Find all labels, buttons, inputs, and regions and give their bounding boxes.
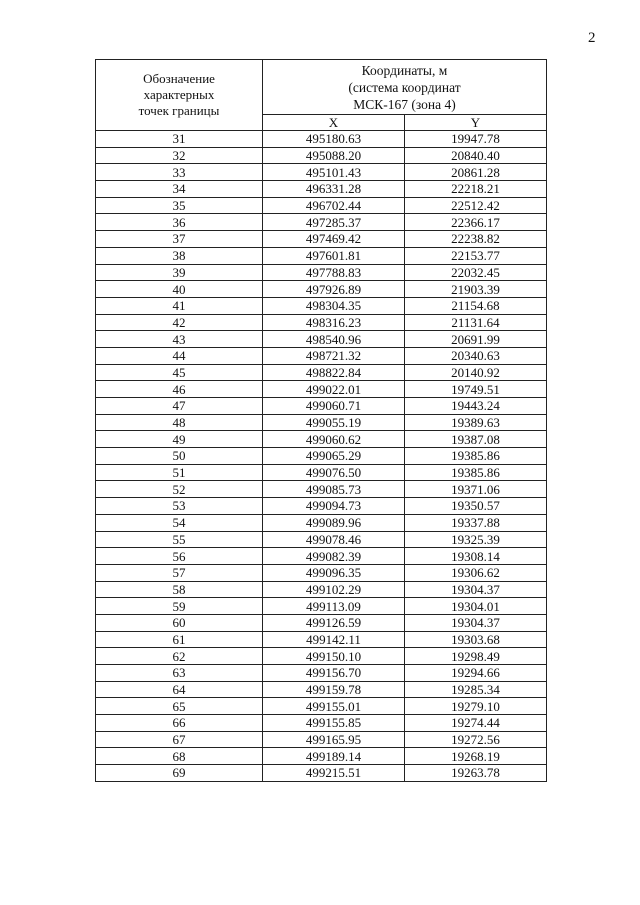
table-row bbox=[96, 231, 547, 248]
point-number-cell: 57 bbox=[96, 564, 263, 581]
x-column-header: X bbox=[263, 115, 405, 131]
point-number-cell: 60 bbox=[96, 614, 263, 631]
table-row bbox=[96, 181, 547, 198]
y-coordinate-cell: 19285.34 bbox=[405, 681, 547, 698]
page-number: 2 bbox=[588, 30, 596, 46]
point-number-cell: 54 bbox=[96, 514, 263, 531]
point-number-cell: 58 bbox=[96, 581, 263, 598]
x-coordinate-cell: 496331.28 bbox=[263, 181, 405, 198]
point-number-cell: 63 bbox=[96, 665, 263, 682]
y-coordinate-cell: 22512.42 bbox=[405, 197, 547, 214]
y-coordinate-cell: 19303.68 bbox=[405, 631, 547, 648]
point-number-cell: 36 bbox=[96, 214, 263, 231]
x-coordinate-cell: 499159.78 bbox=[263, 681, 405, 698]
x-coordinate-cell: 497469.42 bbox=[263, 231, 405, 248]
table-row bbox=[96, 197, 547, 214]
y-coordinate-cell: 19304.37 bbox=[405, 614, 547, 631]
y-coordinate-cell: 19304.01 bbox=[405, 598, 547, 615]
table-row bbox=[96, 214, 547, 231]
x-coordinate-cell: 498822.84 bbox=[263, 364, 405, 381]
y-coordinate-cell: 19306.62 bbox=[405, 564, 547, 581]
point-number-cell: 38 bbox=[96, 247, 263, 264]
point-number-cell: 45 bbox=[96, 364, 263, 381]
x-coordinate-cell: 499155.85 bbox=[263, 715, 405, 732]
x-coordinate-cell: 497285.37 bbox=[263, 214, 405, 231]
point-number-cell: 37 bbox=[96, 231, 263, 248]
point-number-cell: 31 bbox=[96, 131, 263, 148]
table-row bbox=[96, 398, 547, 415]
y-coordinate-cell: 19947.78 bbox=[405, 131, 547, 148]
x-coordinate-cell: 499150.10 bbox=[263, 648, 405, 665]
point-number-cell: 34 bbox=[96, 181, 263, 198]
x-coordinate-cell: 499126.59 bbox=[263, 614, 405, 631]
table-row bbox=[96, 614, 547, 631]
y-coordinate-cell: 20340.63 bbox=[405, 347, 547, 364]
x-coordinate-cell: 498540.96 bbox=[263, 331, 405, 348]
table-row bbox=[96, 147, 547, 164]
y-coordinate-cell: 21903.39 bbox=[405, 281, 547, 298]
y-coordinate-cell: 19337.88 bbox=[405, 514, 547, 531]
table-row bbox=[96, 131, 547, 148]
y-coordinate-cell: 19268.19 bbox=[405, 748, 547, 765]
coordinates-title-line: МСК-167 (зона 4) bbox=[353, 96, 456, 112]
point-number-cell: 51 bbox=[96, 464, 263, 481]
point-number-cell: 55 bbox=[96, 531, 263, 548]
x-coordinate-cell: 495088.20 bbox=[263, 147, 405, 164]
y-coordinate-cell: 19263.78 bbox=[405, 765, 547, 782]
y-coordinate-cell: 19272.56 bbox=[405, 731, 547, 748]
point-number-cell: 53 bbox=[96, 498, 263, 515]
x-coordinate-cell: 497926.89 bbox=[263, 281, 405, 298]
y-coordinate-cell: 22238.82 bbox=[405, 231, 547, 248]
table-row bbox=[96, 498, 547, 515]
x-coordinate-cell: 498304.35 bbox=[263, 297, 405, 314]
y-coordinate-cell: 19294.66 bbox=[405, 665, 547, 682]
x-coordinate-cell: 499165.95 bbox=[263, 731, 405, 748]
table-row bbox=[96, 748, 547, 765]
point-number-cell: 44 bbox=[96, 347, 263, 364]
x-coordinate-cell: 497601.81 bbox=[263, 247, 405, 264]
point-number-cell: 32 bbox=[96, 147, 263, 164]
point-number-cell: 61 bbox=[96, 631, 263, 648]
table-row bbox=[96, 464, 547, 481]
y-coordinate-cell: 22218.21 bbox=[405, 181, 547, 198]
y-coordinate-cell: 19387.08 bbox=[405, 431, 547, 448]
point-number-cell: 69 bbox=[96, 765, 263, 782]
table-row bbox=[96, 698, 547, 715]
x-coordinate-cell: 499094.73 bbox=[263, 498, 405, 515]
point-number-cell: 65 bbox=[96, 698, 263, 715]
y-coordinate-cell: 20140.92 bbox=[405, 364, 547, 381]
table-row bbox=[96, 598, 547, 615]
table-row bbox=[96, 414, 547, 431]
point-number-cell: 67 bbox=[96, 731, 263, 748]
point-number-cell: 66 bbox=[96, 715, 263, 732]
point-number-cell: 46 bbox=[96, 381, 263, 398]
table-row bbox=[96, 431, 547, 448]
y-coordinate-cell: 19443.24 bbox=[405, 398, 547, 415]
point-number-cell: 35 bbox=[96, 197, 263, 214]
y-coordinate-cell: 22366.17 bbox=[405, 214, 547, 231]
x-coordinate-cell: 499065.29 bbox=[263, 448, 405, 465]
x-coordinate-cell: 499155.01 bbox=[263, 698, 405, 715]
y-coordinate-cell: 19385.86 bbox=[405, 448, 547, 465]
y-coordinate-cell: 19279.10 bbox=[405, 698, 547, 715]
table-row bbox=[96, 514, 547, 531]
y-coordinate-cell: 19304.37 bbox=[405, 581, 547, 598]
point-label-line: Обозначение bbox=[143, 71, 215, 86]
x-coordinate-cell: 498721.32 bbox=[263, 347, 405, 364]
point-number-cell: 40 bbox=[96, 281, 263, 298]
x-coordinate-cell: 499096.35 bbox=[263, 564, 405, 581]
x-coordinate-cell: 499189.14 bbox=[263, 748, 405, 765]
y-coordinate-cell: 19350.57 bbox=[405, 498, 547, 515]
x-coordinate-cell: 499082.39 bbox=[263, 548, 405, 565]
y-coordinate-cell: 19385.86 bbox=[405, 464, 547, 481]
coordinates-title-line: Координаты, м bbox=[361, 62, 448, 78]
point-number-cell: 50 bbox=[96, 448, 263, 465]
point-number-cell: 62 bbox=[96, 648, 263, 665]
table-row bbox=[96, 648, 547, 665]
x-coordinate-cell: 499085.73 bbox=[263, 481, 405, 498]
table-row bbox=[96, 247, 547, 264]
table-row bbox=[96, 548, 547, 565]
x-coordinate-cell: 499055.19 bbox=[263, 414, 405, 431]
table-row bbox=[96, 715, 547, 732]
coordinates-table bbox=[95, 59, 547, 782]
x-coordinate-cell: 495101.43 bbox=[263, 164, 405, 181]
table-row bbox=[96, 731, 547, 748]
x-coordinate-cell: 499156.70 bbox=[263, 665, 405, 682]
y-coordinate-cell: 19308.14 bbox=[405, 548, 547, 565]
table-row bbox=[96, 297, 547, 314]
point-number-cell: 68 bbox=[96, 748, 263, 765]
x-coordinate-cell: 499060.62 bbox=[263, 431, 405, 448]
point-number-cell: 64 bbox=[96, 681, 263, 698]
y-coordinate-cell: 21131.64 bbox=[405, 314, 547, 331]
point-number-cell: 43 bbox=[96, 331, 263, 348]
table-row bbox=[96, 331, 547, 348]
point-number-cell: 59 bbox=[96, 598, 263, 615]
x-coordinate-cell: 499089.96 bbox=[263, 514, 405, 531]
table-row bbox=[96, 347, 547, 364]
table-row bbox=[96, 665, 547, 682]
table-header-row bbox=[96, 60, 547, 115]
table-row bbox=[96, 631, 547, 648]
point-label-line: точек границы bbox=[138, 103, 220, 118]
y-coordinate-cell: 19298.49 bbox=[405, 648, 547, 665]
y-coordinate-cell: 20691.99 bbox=[405, 331, 547, 348]
point-number-cell: 52 bbox=[96, 481, 263, 498]
point-number-cell: 33 bbox=[96, 164, 263, 181]
y-coordinate-cell: 19274.44 bbox=[405, 715, 547, 732]
x-coordinate-cell: 499113.09 bbox=[263, 598, 405, 615]
table-row bbox=[96, 765, 547, 782]
y-coordinate-cell: 19389.63 bbox=[405, 414, 547, 431]
y-coordinate-cell: 22153.77 bbox=[405, 247, 547, 264]
x-coordinate-cell: 496702.44 bbox=[263, 197, 405, 214]
x-coordinate-cell: 499215.51 bbox=[263, 765, 405, 782]
x-coordinate-cell: 498316.23 bbox=[263, 314, 405, 331]
table-row bbox=[96, 531, 547, 548]
table-body bbox=[96, 131, 547, 782]
x-coordinate-cell: 497788.83 bbox=[263, 264, 405, 281]
point-number-cell: 48 bbox=[96, 414, 263, 431]
y-coordinate-cell: 22032.45 bbox=[405, 264, 547, 281]
coordinates-title-line: (система координат bbox=[348, 79, 461, 95]
table-row bbox=[96, 481, 547, 498]
table-row bbox=[96, 381, 547, 398]
x-coordinate-cell: 495180.63 bbox=[263, 131, 405, 148]
table-row bbox=[96, 681, 547, 698]
point-label-line: характерных bbox=[143, 87, 215, 102]
point-number-cell: 42 bbox=[96, 314, 263, 331]
table-row bbox=[96, 364, 547, 381]
y-coordinate-cell: 20861.28 bbox=[405, 164, 547, 181]
coordinates-header bbox=[263, 60, 547, 115]
x-coordinate-cell: 499078.46 bbox=[263, 531, 405, 548]
y-coordinate-cell: 19749.51 bbox=[405, 381, 547, 398]
table-row bbox=[96, 264, 547, 281]
table-row bbox=[96, 581, 547, 598]
table-row bbox=[96, 564, 547, 581]
point-number-cell: 56 bbox=[96, 548, 263, 565]
y-coordinate-cell: 21154.68 bbox=[405, 297, 547, 314]
point-label-header bbox=[96, 60, 263, 131]
x-coordinate-cell: 499102.29 bbox=[263, 581, 405, 598]
point-number-cell: 47 bbox=[96, 398, 263, 415]
point-number-cell: 39 bbox=[96, 264, 263, 281]
x-coordinate-cell: 499076.50 bbox=[263, 464, 405, 481]
x-coordinate-cell: 499022.01 bbox=[263, 381, 405, 398]
x-coordinate-cell: 499060.71 bbox=[263, 398, 405, 415]
table-row bbox=[96, 448, 547, 465]
y-coordinate-cell: 19371.06 bbox=[405, 481, 547, 498]
x-coordinate-cell: 499142.11 bbox=[263, 631, 405, 648]
y-coordinate-cell: 20840.40 bbox=[405, 147, 547, 164]
point-number-cell: 49 bbox=[96, 431, 263, 448]
table-row bbox=[96, 164, 547, 181]
table-row bbox=[96, 314, 547, 331]
y-column-header: Y bbox=[405, 115, 547, 131]
point-number-cell: 41 bbox=[96, 297, 263, 314]
y-coordinate-cell: 19325.39 bbox=[405, 531, 547, 548]
table-row bbox=[96, 281, 547, 298]
